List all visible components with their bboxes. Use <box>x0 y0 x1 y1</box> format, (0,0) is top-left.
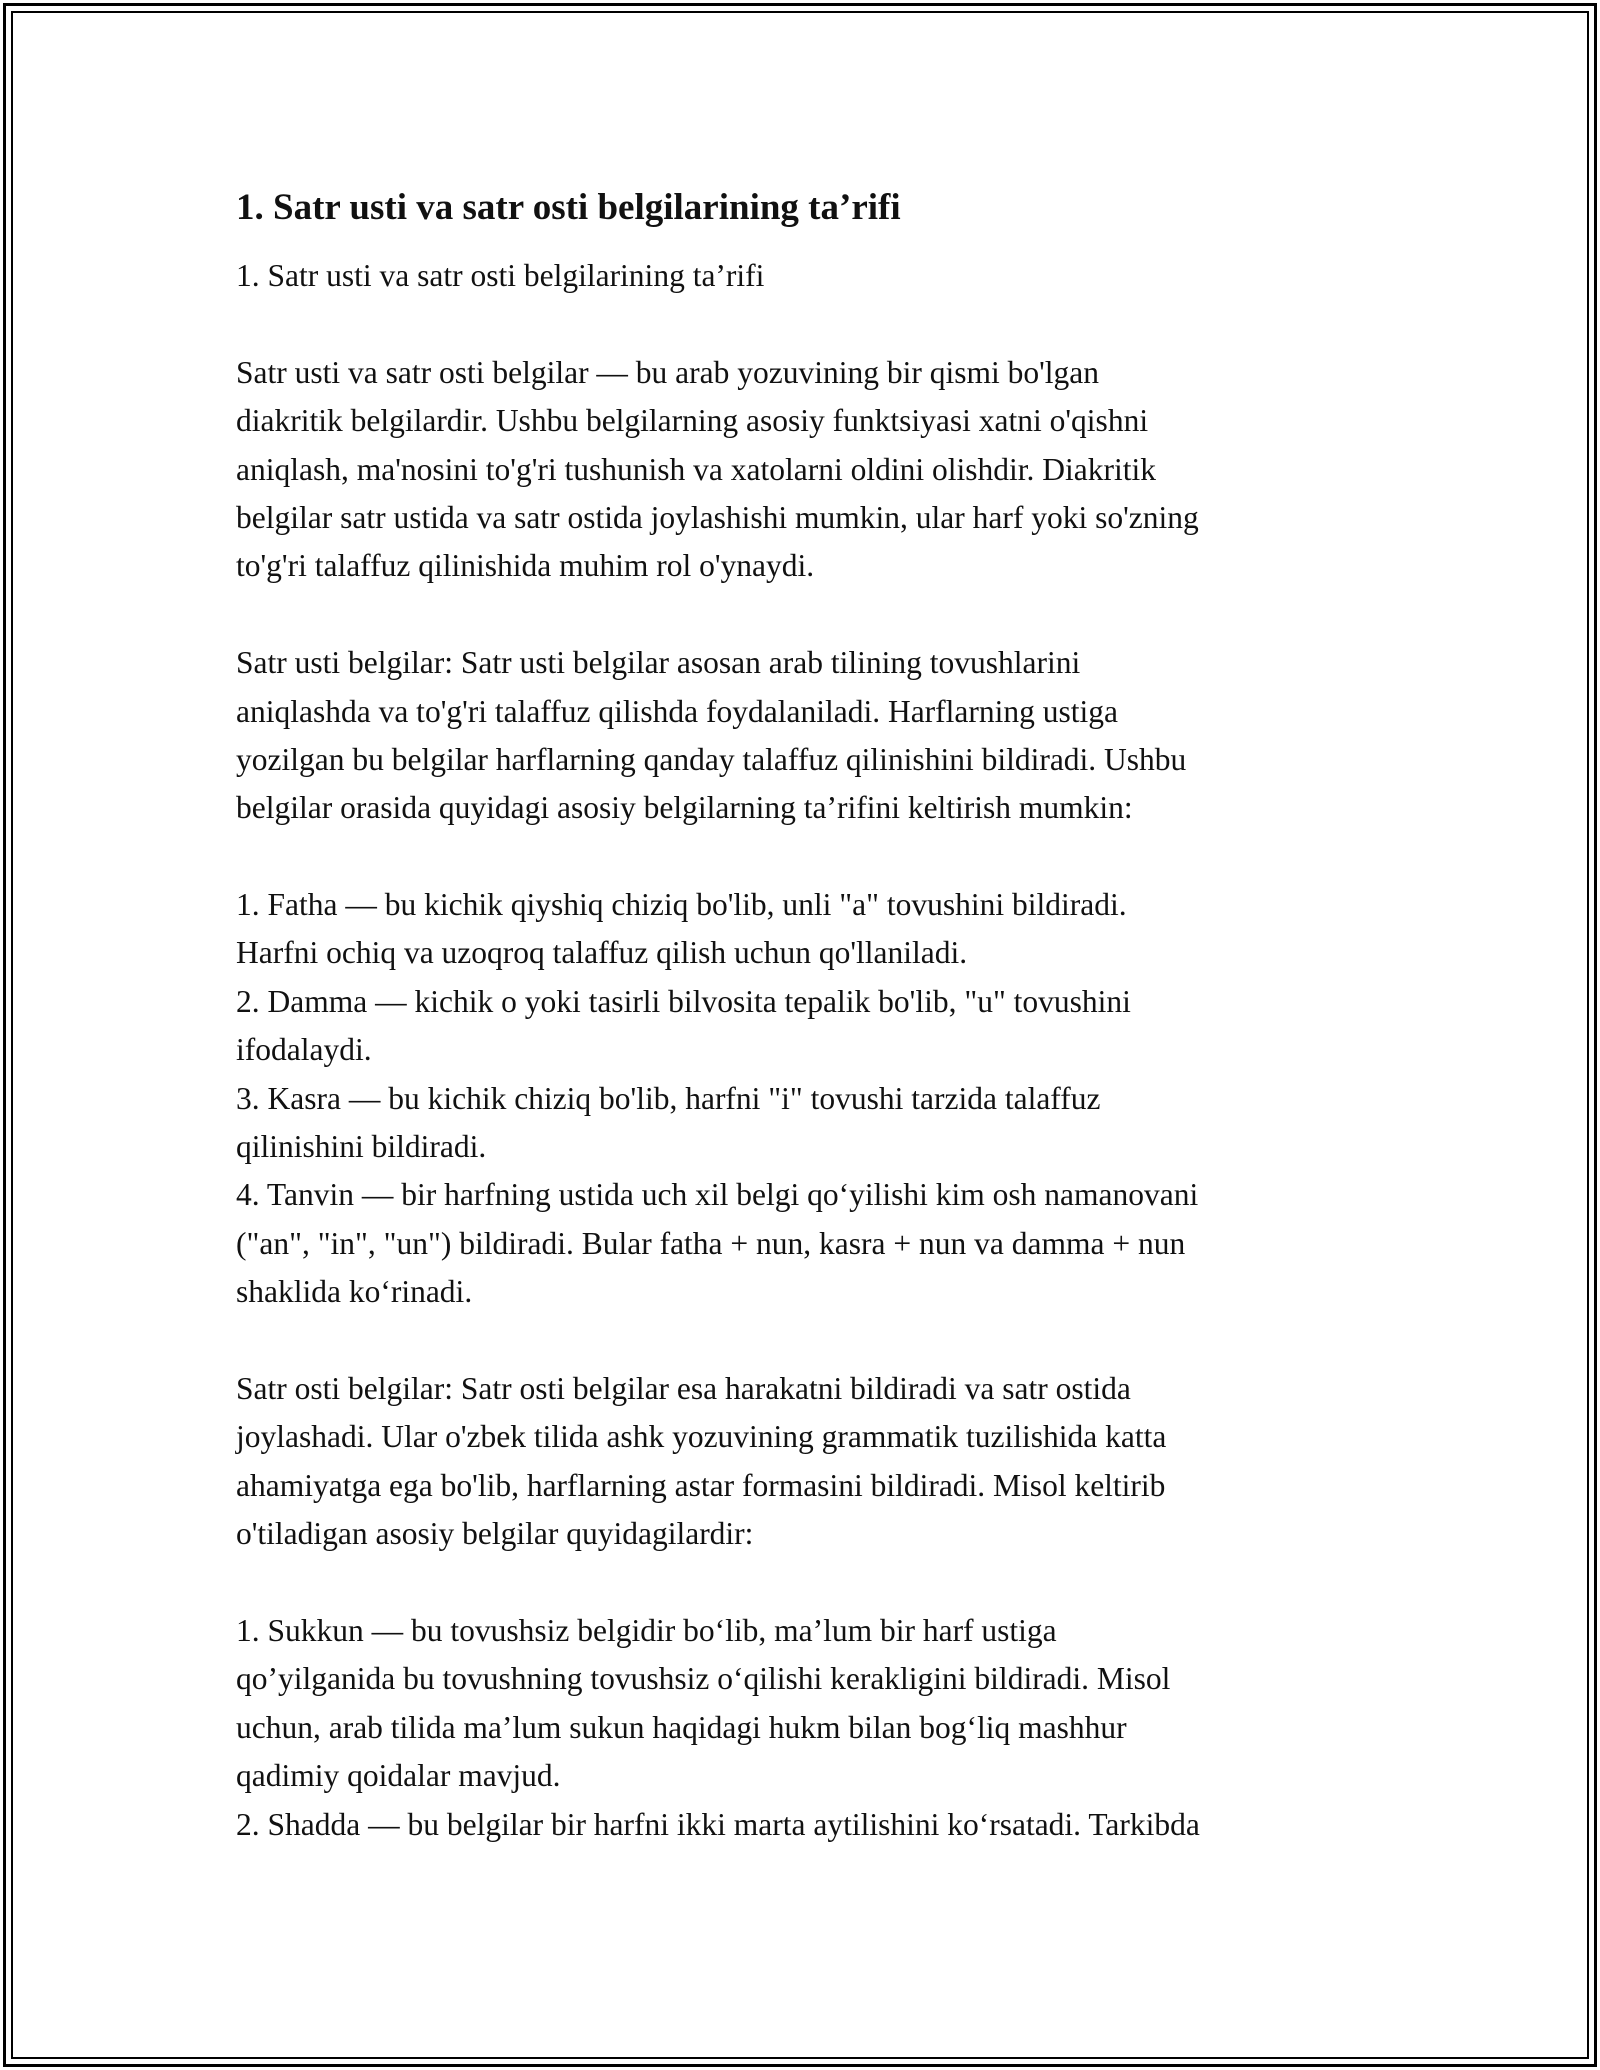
list-item: uchun, arab tilida ma’lum sukun haqidagi hukm bilan bog‘liq mashhur <box>236 1709 1127 1745</box>
list-item: qadimiy qoidalar mavjud. <box>236 1758 561 1794</box>
document-body <box>236 184 1376 1849</box>
text-line: diakritik belgilardir. Ushbu belgilarning asosiy funktsiyasi xatni o'qishni <box>236 403 1149 439</box>
paragraph-spacer <box>236 1317 1376 1365</box>
text-line: o'tiladigan asosiy belgilar quyidagilardir: <box>236 1516 754 1552</box>
list-item: qilinishini bildiradi. <box>236 1129 487 1165</box>
list-item: 4. Tanvin — bir harfning ustida uch xil belgi qo‘yilishi kim osh namanovani <box>236 1177 1199 1213</box>
paragraph-spacer <box>236 1559 1376 1607</box>
text-line: belgilar satr ustida va satr ostida joylashishi mumkin, ular harf yoki so'zning <box>236 499 1199 535</box>
list-item: 1. Fatha — bu kichik qiyshiq chiziq bo'lib, unli "a" tovushini bildiradi. <box>236 887 1127 923</box>
text-line: yozilgan bu belgilar harflarning qanday talaffuz qilinishini bildiradi. Ushbu <box>236 741 1187 777</box>
list-item: shaklida ko‘rinadi. <box>236 1274 473 1310</box>
list-item: 2. Shadda — bu belgilar bir harfni ikki marta aytilishini ko‘rsatadi. Tarkibda <box>236 1806 1200 1842</box>
list-item: Harfni ochiq va uzoqroq talaffuz qilish uchun qo'llaniladi. <box>236 935 968 971</box>
list-below-line-marks <box>236 1607 1376 1849</box>
list-item: 3. Kasra — bu kichik chiziq bo'lib, harfni "i" tovushi tarzida talaffuz <box>236 1080 1101 1116</box>
subtitle-line: 1. Satr usti va satr osti belgilarining ta’rifi <box>236 258 765 293</box>
text-line: aniqlashda va to'g'ri talaffuz qilishda foydalaniladi. Harflarning ustiga <box>236 693 1118 729</box>
text-line: belgilar orasida quyidagi asosiy belgilarning ta’rifini keltirish mumkin: <box>236 790 1133 826</box>
list-item: 2. Damma — kichik o yoki tasirli bilvosita tepalik bo'lib, "u" tovushini <box>236 983 1131 1019</box>
paragraph-above-line-marks <box>236 639 1376 833</box>
list-above-line-marks <box>236 881 1376 1317</box>
paragraph-below-line-marks <box>236 1365 1376 1559</box>
list-item: 1. Sukkun — bu tovushsiz belgidir bo‘lib, ma’lum bir harf ustiga <box>236 1612 1057 1648</box>
text-line: to'g'ri talaffuz qilinishida muhim rol o'ynaydi. <box>236 548 815 584</box>
text-line: aniqlash, ma'nosini to'g'ri tushunish va xatolarni oldini olishdir. Diakritik <box>236 451 1156 487</box>
paragraph-spacer <box>236 591 1376 639</box>
text-line: ahamiyatga ega bo'lib, harflarning astar formasini bildiradi. Misol keltirib <box>236 1467 1166 1503</box>
paragraph-intro <box>236 349 1376 591</box>
paragraph-spacer <box>236 833 1376 881</box>
text-line: Satr osti belgilar: Satr osti belgilar esa harakatni bildiradi va satr ostida <box>236 1370 1131 1406</box>
document-title: 1. Satr usti va satr osti belgilarining ta’rifi <box>236 187 901 228</box>
text-line: Satr usti belgilar: Satr usti belgilar asosan arab tilining tovushlarini <box>236 645 1081 681</box>
text-line: Satr usti va satr osti belgilar — bu arab yozuvining bir qismi bo'lgan <box>236 354 1100 390</box>
list-item: ifodalaydi. <box>236 1032 372 1068</box>
text-line: joylashadi. Ular o'zbek tilida ashk yozuvining grammatik tuzilishida katta <box>236 1419 1167 1455</box>
paragraph-spacer <box>236 300 1376 348</box>
list-item: qo’yilganida bu tovushning tovushsiz o‘qilishi kerakligini bildiradi. Misol <box>236 1661 1171 1697</box>
list-item: ("an", "in", "un") bildiradi. Bular fatha + nun, kasra + nun va damma + nun <box>236 1225 1186 1261</box>
